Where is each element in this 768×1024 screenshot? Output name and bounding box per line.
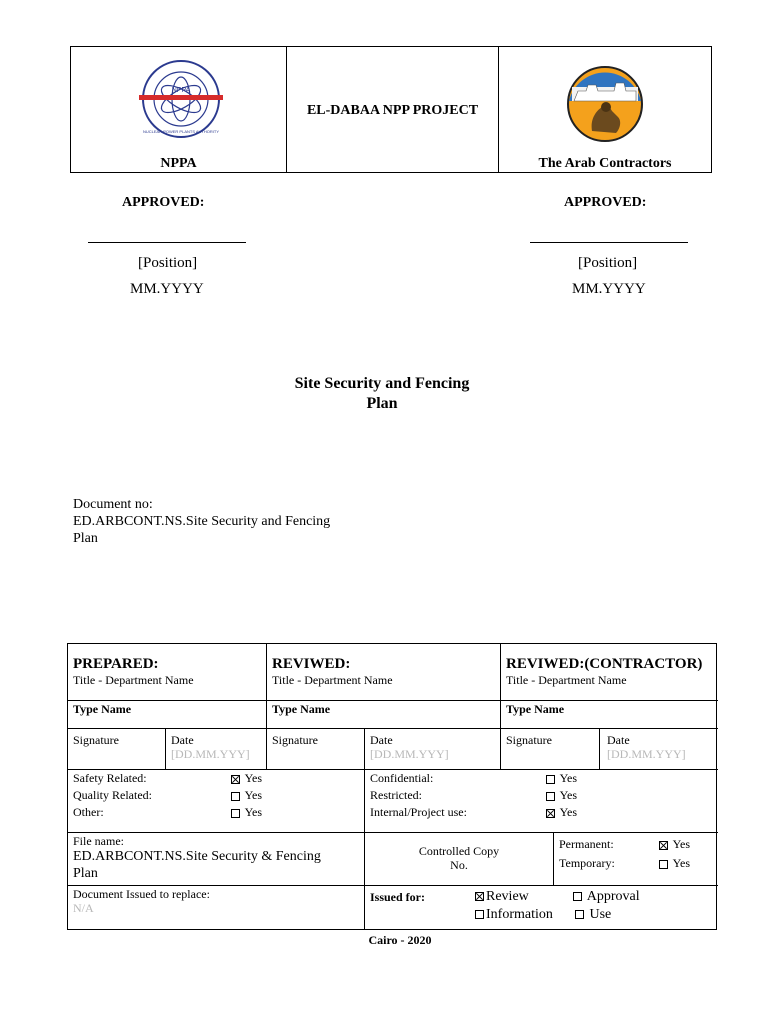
header-table <box>70 46 712 173</box>
other-checkbox[interactable] <box>231 805 262 819</box>
empty-box-icon <box>573 892 582 901</box>
issued-for-information-label: Information <box>486 907 553 922</box>
temporary-value: Yes <box>672 856 691 870</box>
reviewed-date[interactable] <box>370 733 449 761</box>
empty-box-icon <box>659 860 668 869</box>
project-title: EL-DABAA NPP PROJECT <box>306 103 479 118</box>
quality-related-value: Yes <box>244 788 263 802</box>
empty-box-icon <box>575 910 584 919</box>
file-name-block <box>73 834 358 882</box>
restricted-label: Restricted: <box>370 788 422 802</box>
reviewed-heading: REVIWED: <box>272 656 351 672</box>
reviewed-date-label: Date <box>370 733 393 747</box>
footer-place-year: Cairo - 2020 <box>368 933 432 947</box>
arab-contractors-cell <box>499 47 711 172</box>
permanent-value: Yes <box>672 837 691 851</box>
permanent-checkbox[interactable] <box>659 837 690 851</box>
permanent-label: Permanent: <box>559 837 614 851</box>
approved-left-label: APPROVED: <box>122 195 205 210</box>
arab-contractors-caption: The Arab Contractors <box>538 156 672 171</box>
related-list <box>73 771 293 822</box>
document-number <box>73 496 330 547</box>
reviewed-signature-label[interactable]: Signature <box>272 733 318 747</box>
reviewed-contractor-block <box>506 655 702 687</box>
checked-box-icon <box>231 775 240 784</box>
document-number-label: Document no: <box>73 497 153 512</box>
quality-related-row <box>73 788 293 805</box>
replace-value[interactable]: N/A <box>73 901 94 915</box>
classification-list <box>370 771 610 822</box>
nppa-logo-text: NUCLEAR POWER PLANTS AUTHORITY <box>142 129 220 134</box>
approved-right-position: [Position] <box>578 255 638 271</box>
approved-left-signature-line <box>88 242 246 243</box>
empty-box-icon <box>546 792 555 801</box>
issued-for-approval-label: Approval <box>586 889 640 904</box>
issued-for-review-label: Review <box>486 889 529 904</box>
file-name-value-line-2: Plan <box>73 866 98 881</box>
empty-box-icon <box>231 792 240 801</box>
prepared-date-label: Date <box>171 733 194 747</box>
approved-right-date: MM.YYYY <box>572 281 646 297</box>
restricted-checkbox[interactable] <box>546 788 577 802</box>
reviewed-title: Title - Department Name <box>272 673 393 687</box>
permanent-row <box>559 837 709 856</box>
empty-box-icon <box>475 910 484 919</box>
reviewed-contractor-title: Title - Department Name <box>506 673 627 687</box>
nppa-caption: NPPA <box>160 156 197 171</box>
nppa-cell <box>71 47 287 172</box>
issued-for-approval[interactable] <box>573 888 640 905</box>
nppa-logo-icon <box>135 59 227 141</box>
document-control-table <box>67 643 718 931</box>
document-number-value-line-1: ED.ARBCONT.NS.Site Security and Fencing <box>73 514 331 529</box>
approved-left-date: MM.YYYY <box>130 281 204 297</box>
controlled-copy-block <box>365 844 553 872</box>
internal-use-value: Yes <box>559 805 578 819</box>
other-label: Other: <box>73 805 104 819</box>
internal-use-row <box>370 805 610 822</box>
temporary-checkbox[interactable] <box>659 856 690 870</box>
arab-contractors-logo-icon <box>566 61 644 147</box>
safety-related-value: Yes <box>244 771 263 785</box>
prepared-title: Title - Department Name <box>73 673 194 687</box>
reviewed-type-name[interactable]: Type Name <box>272 702 331 716</box>
other-value: Yes <box>244 805 263 819</box>
file-name-value-line-1: ED.ARBCONT.NS.Site Security & Fencing <box>73 849 321 864</box>
reviewed-block <box>272 655 393 687</box>
temporary-label: Temporary: <box>559 856 615 870</box>
issued-for-use-label: Use <box>589 907 612 922</box>
approved-left-position: [Position] <box>138 255 198 271</box>
issued-for-label: Issued for: <box>370 890 426 904</box>
restricted-row <box>370 788 610 805</box>
internal-use-checkbox[interactable] <box>546 805 577 819</box>
issued-for-options <box>475 888 675 928</box>
internal-use-label: Internal/Project use: <box>370 805 467 819</box>
reviewed-contractor-date-value: [DD.MM.YYY] <box>607 747 686 761</box>
replace-label: Document Issued to replace: <box>73 887 210 901</box>
controlled-copy-no: No. <box>450 858 468 872</box>
other-row <box>73 805 293 822</box>
reviewed-contractor-type-name[interactable]: Type Name <box>506 702 565 716</box>
checked-box-icon <box>475 892 484 901</box>
document-number-value-line-2: Plan <box>73 531 98 546</box>
prepared-date[interactable] <box>171 733 250 761</box>
safety-related-label: Safety Related: <box>73 771 147 785</box>
document-title-line-1: Site Security and Fencing <box>294 375 470 392</box>
empty-box-icon <box>231 809 240 818</box>
reviewed-contractor-signature-label[interactable]: Signature <box>506 733 552 747</box>
checked-box-icon <box>659 841 668 850</box>
reviewed-contractor-date-label: Date <box>607 733 630 747</box>
safety-related-row <box>73 771 293 788</box>
safety-related-checkbox[interactable] <box>231 771 262 785</box>
issued-for-use[interactable] <box>575 906 611 923</box>
reviewed-contractor-heading: REVIWED:(CONTRACTOR) <box>506 656 703 672</box>
confidential-value: Yes <box>559 771 578 785</box>
reviewed-date-value: [DD.MM.YYY] <box>370 747 449 761</box>
quality-related-checkbox[interactable] <box>231 788 262 802</box>
document-title-line-2: Plan <box>366 395 398 412</box>
approved-right-label: APPROVED: <box>564 195 647 210</box>
checked-box-icon <box>546 809 555 818</box>
prepared-heading: PREPARED: <box>73 656 159 672</box>
prepared-date-value: [DD.MM.YYY] <box>171 747 250 761</box>
permanence-list <box>559 837 709 875</box>
issued-for-information[interactable] <box>475 906 553 923</box>
temporary-row <box>559 856 709 875</box>
controlled-copy-label: Controlled Copy <box>418 844 500 858</box>
confidential-row <box>370 771 610 788</box>
nppa-logo-abbr: NPPA <box>171 87 191 94</box>
restricted-value: Yes <box>559 788 578 802</box>
issued-for-review[interactable] <box>475 888 529 905</box>
prepared-type-name[interactable]: Type Name <box>73 702 132 716</box>
prepared-signature-label[interactable]: Signature <box>73 733 119 747</box>
confidential-label: Confidential: <box>370 771 434 785</box>
empty-box-icon <box>546 775 555 784</box>
project-title-cell <box>287 47 499 172</box>
reviewed-contractor-date[interactable] <box>607 733 686 761</box>
approved-right-signature-line <box>530 242 688 243</box>
confidential-checkbox[interactable] <box>546 771 577 785</box>
file-name-label: File name: <box>73 834 124 848</box>
replace-block <box>73 887 358 915</box>
quality-related-label: Quality Related: <box>73 788 152 802</box>
prepared-block <box>73 655 194 687</box>
document-title <box>0 374 764 414</box>
